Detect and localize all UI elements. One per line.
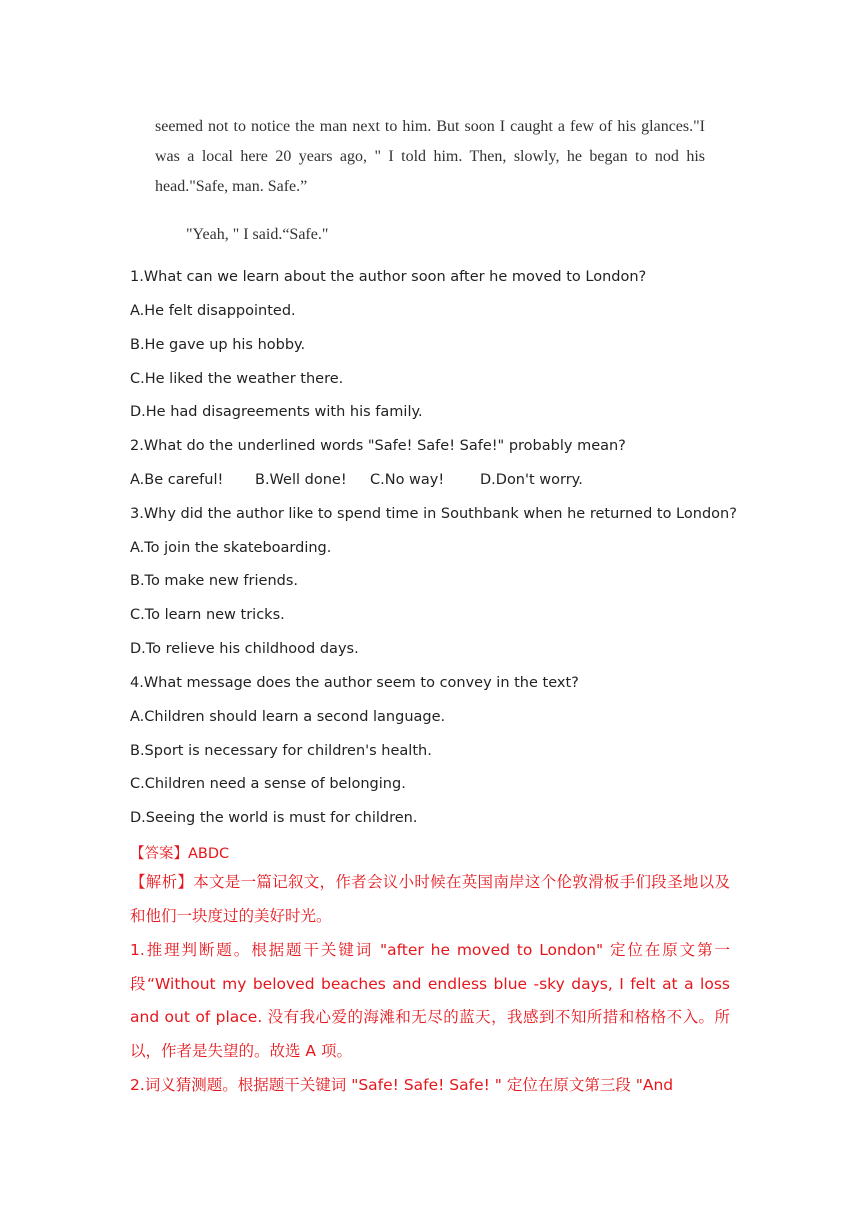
question-1-option-b: B.He gave up his hobby.	[130, 337, 306, 353]
question-3-option-c: C.To learn new tricks.	[130, 607, 285, 623]
question-3-option-d: D.To relieve his childhood days.	[130, 641, 359, 657]
question-2-option-a: A.Be careful!	[130, 472, 224, 488]
passage-paragraph: seemed not to notice the man next to him. But soon I caught a few of his glances."I was a local here 20 years ago, " I told him. Then, slowly, he began to nod his head."Safe, man. Safe.”	[155, 118, 705, 195]
question-1-option-d: D.He had disagreements with his family.	[130, 404, 423, 420]
question-2-option-b: B.Well done!	[255, 472, 347, 488]
explanation-label: 【解析】	[130, 873, 194, 891]
question-4-stem: 4.What message does the author seem to convey in the text?	[130, 675, 579, 691]
explanation-summary	[130, 866, 730, 933]
question-1-option-a: A.He felt disappointed.	[130, 303, 296, 319]
explanation-item-1: 1.推理判断题。根据题干关键词 "after he moved to London" 定位在原文第一段“Without my beloved beaches and endless blue -sky days, I felt at a loss and out of place. 没有我心爱的海滩和无尽的蓝天，我感到不知所措和格格不入。所以，作者是失望的。故选 A 项。	[130, 941, 730, 1061]
question-2-stem: 2.What do the underlined words "Safe! Safe! Safe!" probably mean?	[130, 438, 626, 454]
question-4-option-c: C.Children need a sense of belonging.	[130, 776, 406, 792]
question-4-option-d: D.Seeing the world is must for children.	[130, 810, 418, 826]
answer-label: 【答案】	[130, 846, 188, 862]
question-2-option-c: C.No way!	[370, 472, 445, 488]
question-3-option-a: A.To join the skateboarding.	[130, 540, 332, 556]
question-3-stem: 3.Why did the author like to spend time in Southbank when he returned to London?	[130, 506, 737, 522]
question-1-stem: 1.What can we learn about the author soon after he moved to London?	[130, 269, 647, 285]
passage-closing-quote: "Yeah, " I said.“Safe."	[186, 226, 329, 243]
question-4-option-b: B.Sport is necessary for children's health.	[130, 743, 432, 759]
answer-line	[130, 843, 229, 865]
question-2-options	[130, 469, 583, 491]
question-2-option-d: D.Don't worry.	[480, 472, 583, 488]
question-4-option-a: A.Children should learn a second language.	[130, 709, 446, 725]
explanation-summary-text: 本文是一篇记叙文，作者会议小时候在英国南岸这个伦敦滑板手们段圣地以及和他们一块度过的美好时光。	[130, 873, 730, 925]
question-1-option-c: C.He liked the weather there.	[130, 371, 344, 387]
answer-value: ABDC	[188, 846, 230, 862]
explanation-item-2: 2.词义猜测题。根据题干关键词 "Safe! Safe! Safe! " 定位在原文第三段 "And	[130, 1076, 674, 1094]
question-3-option-b: B.To make new friends.	[130, 573, 299, 589]
